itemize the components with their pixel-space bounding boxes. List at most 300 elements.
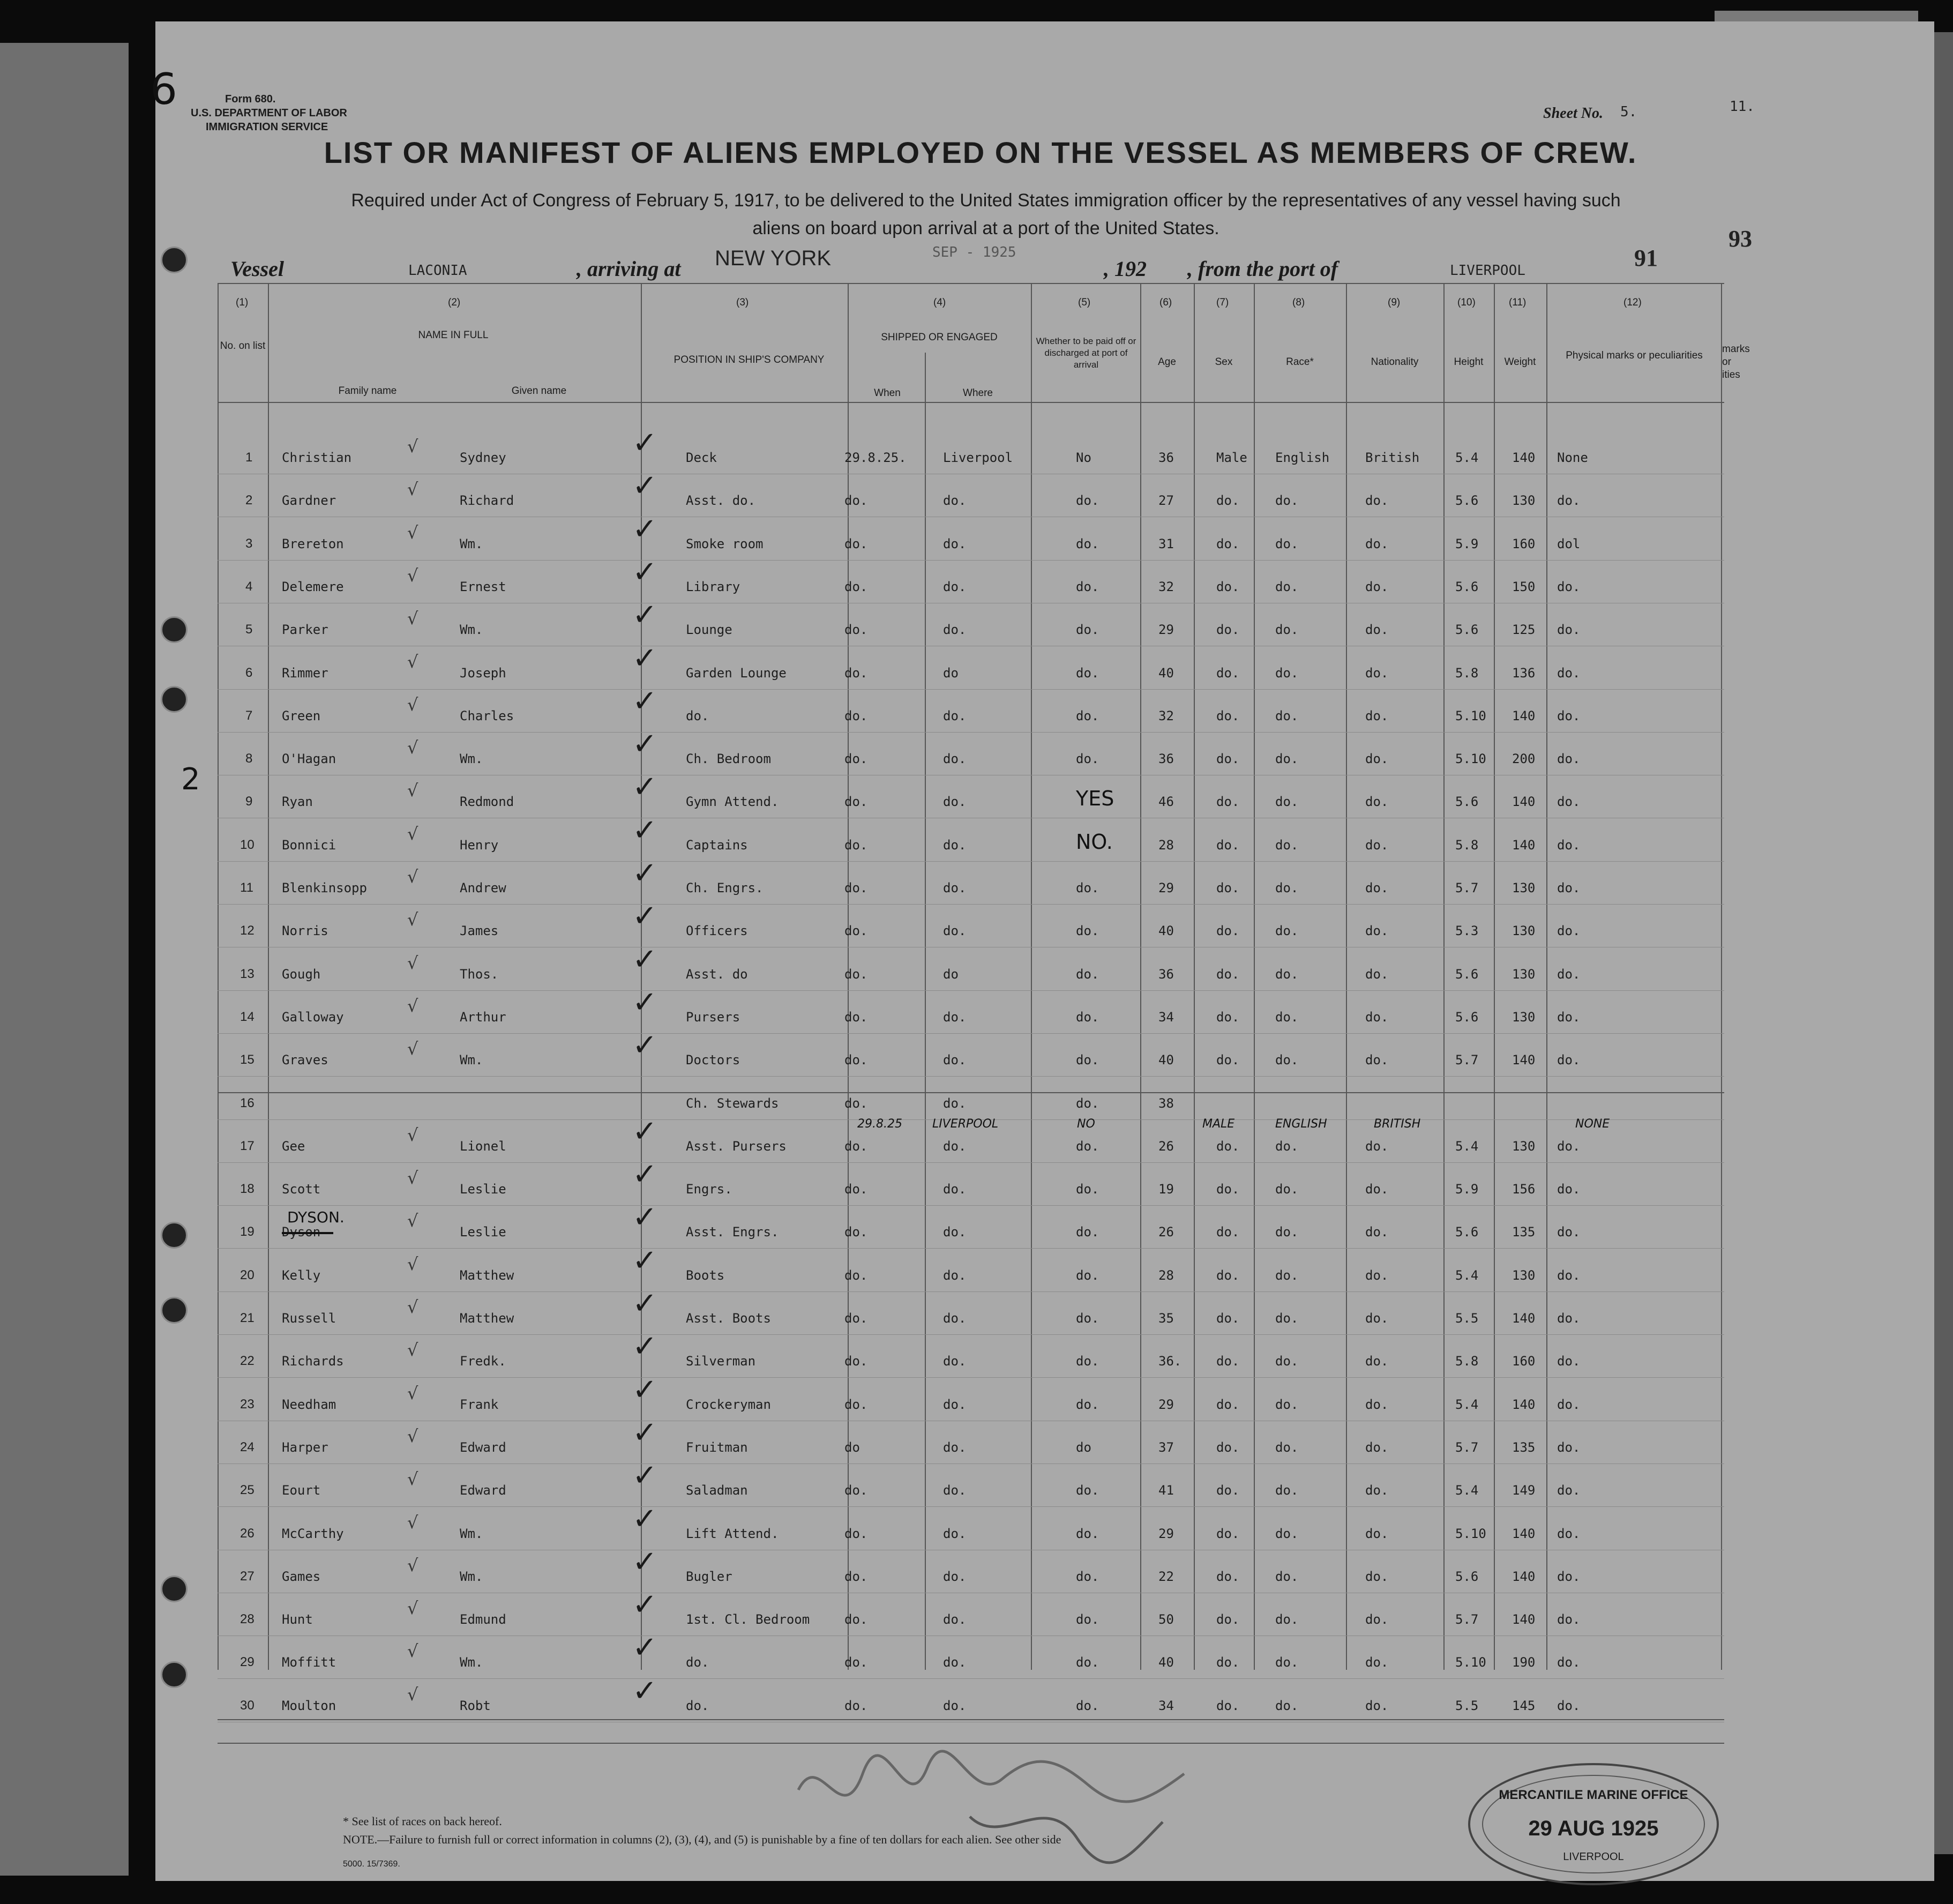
row-3-family: Brereton — [282, 536, 344, 551]
row-29-nat: do. — [1365, 1655, 1389, 1670]
subtitle-line-1: Required under Act of Congress of February 5, 1917, to be delivered to the United States immigration officer by the representatives of any vessel having such — [351, 190, 1621, 211]
position-check-mark: ✓ — [632, 512, 657, 547]
row-15-given: Wm. — [460, 1052, 483, 1067]
row-19-nat: do. — [1365, 1224, 1389, 1240]
row-27-height: 5.6 — [1455, 1569, 1479, 1584]
row-5-age: 29 — [1158, 622, 1174, 637]
row-28-family: Hunt — [282, 1612, 313, 1627]
family-name-check-mark: √ — [407, 953, 418, 973]
row-2-height: 5.6 — [1455, 493, 1479, 508]
row-24-given: Edward — [460, 1440, 506, 1455]
row-22-race: do. — [1275, 1354, 1299, 1369]
row-17-annotation-sex: MALE — [1202, 1117, 1235, 1131]
row-21-age: 35 — [1158, 1311, 1174, 1326]
row-11-position: Ch. Engrs. — [686, 880, 764, 895]
row-21-nat: do. — [1365, 1311, 1389, 1326]
row-2-no: 2 — [245, 493, 253, 507]
row-3-age: 31 — [1158, 536, 1174, 551]
row-6-no: 6 — [245, 666, 253, 680]
row-21-where: do. — [943, 1311, 967, 1326]
row-22-height: 5.8 — [1455, 1354, 1479, 1369]
family-name-check-mark: √ — [407, 1641, 418, 1661]
row-19-strikethrough — [282, 1232, 333, 1234]
row-4-given: Ernest — [460, 579, 506, 594]
row-9-weight: 140 — [1512, 794, 1536, 809]
row-9-age: 46 — [1158, 794, 1174, 809]
row-26-age: 29 — [1158, 1526, 1174, 1541]
row-28-height: 5.7 — [1455, 1612, 1479, 1627]
header-edge-fragment-text: marks or ities — [1722, 344, 1750, 380]
row-13-no: 13 — [240, 967, 255, 981]
row-7-sex: do. — [1216, 708, 1240, 723]
row-22-given: Fredk. — [460, 1354, 506, 1369]
family-name-check-mark: √ — [407, 1426, 418, 1446]
col-number: (3) — [736, 297, 749, 308]
row-5-weight: 125 — [1512, 622, 1536, 637]
row-26-paid: do. — [1076, 1526, 1099, 1541]
row-29-weight: 190 — [1512, 1655, 1536, 1670]
row-11-race: do. — [1275, 880, 1299, 895]
row-16-position: Ch. Stewards — [686, 1096, 779, 1111]
punch-hole — [161, 1297, 188, 1324]
row-1-age: 36 — [1158, 450, 1174, 465]
col-border — [1346, 283, 1347, 1670]
row-21-weight: 140 — [1512, 1311, 1536, 1326]
row-11-marks: do. — [1557, 880, 1581, 895]
row-28-marks: do. — [1557, 1612, 1581, 1627]
row-23-height: 5.4 — [1455, 1397, 1479, 1412]
row-26-sex: do. — [1216, 1526, 1240, 1541]
row-23-given: Frank — [460, 1397, 499, 1412]
row-26-position: Lift Attend. — [686, 1526, 779, 1541]
row-12-sex: do. — [1216, 923, 1240, 938]
arriving-label: , arriving at — [577, 257, 681, 281]
row-1-no: 1 — [245, 450, 253, 465]
col-number: (7) — [1216, 297, 1229, 308]
col-border — [1721, 283, 1722, 1670]
row-14-age: 34 — [1158, 1010, 1174, 1025]
row-10-paid: NO. — [1076, 830, 1113, 854]
row-7-no: 7 — [245, 708, 253, 723]
row-7-family: Green — [282, 708, 321, 723]
row-23-weight: 140 — [1512, 1397, 1536, 1412]
row-9-family: Ryan — [282, 794, 313, 809]
row-23-where: do. — [943, 1397, 967, 1412]
row-27-family: Games — [282, 1569, 321, 1584]
department-label: U.S. DEPARTMENT OF LABOR — [191, 107, 347, 119]
row-1-race: English — [1275, 450, 1330, 465]
row-25-paid: do. — [1076, 1483, 1099, 1498]
row-28-given: Edmund — [460, 1612, 506, 1627]
row-3-race: do. — [1275, 536, 1299, 551]
row-2-given: Richard — [460, 493, 514, 508]
row-6-paid: do. — [1076, 666, 1099, 681]
row-4-paid: do. — [1076, 579, 1099, 594]
row-5-when: do. — [844, 622, 868, 637]
row-19-paid: do. — [1076, 1224, 1099, 1240]
row-30-paid: do. — [1076, 1698, 1099, 1713]
row-22-where: do. — [943, 1354, 967, 1369]
row-25-weight: 149 — [1512, 1483, 1536, 1498]
row-rule — [218, 1248, 1724, 1249]
row-rule — [218, 904, 1724, 905]
row-26-when: do. — [844, 1526, 868, 1541]
row-28-where: do. — [943, 1612, 967, 1627]
row-28-weight: 140 — [1512, 1612, 1536, 1627]
row-19-race: do. — [1275, 1224, 1299, 1240]
row-21-paid: do. — [1076, 1311, 1099, 1326]
row-30-when: do. — [844, 1698, 868, 1713]
family-name-check-mark: √ — [407, 1297, 418, 1317]
row-3-position: Smoke room — [686, 536, 764, 551]
row-7-weight: 140 — [1512, 708, 1536, 723]
row-27-when: do. — [844, 1569, 868, 1584]
family-name-check-mark: √ — [407, 1383, 418, 1403]
row-3-nat: do. — [1365, 536, 1389, 551]
position-check-mark: ✓ — [632, 1544, 657, 1579]
row-22-weight: 160 — [1512, 1354, 1536, 1369]
row-18-height: 5.9 — [1455, 1182, 1479, 1197]
family-name-check-mark: √ — [407, 1340, 418, 1360]
row-rule — [218, 732, 1724, 733]
family-name-check-mark: √ — [407, 780, 418, 801]
row-6-given: Joseph — [460, 666, 506, 681]
row-12-given: James — [460, 923, 499, 938]
row-17-given: Lionel — [460, 1139, 506, 1154]
header-family-name: Family name — [338, 385, 397, 397]
row-rule — [218, 1377, 1724, 1378]
row-8-nat: do. — [1365, 751, 1389, 766]
row-2-marks: do. — [1557, 493, 1581, 508]
row-14-no: 14 — [240, 1010, 255, 1024]
row-6-age: 40 — [1158, 666, 1174, 681]
row-30-weight: 145 — [1512, 1698, 1536, 1713]
col-number: (6) — [1159, 297, 1172, 308]
row-7-where: do. — [943, 708, 967, 723]
row-8-paid: do. — [1076, 751, 1099, 766]
row-17-when: do. — [844, 1139, 868, 1154]
row-20-sex: do. — [1216, 1268, 1240, 1283]
position-check-mark: ✓ — [632, 1674, 657, 1708]
row-13-sex: do. — [1216, 967, 1240, 982]
position-check-mark: ✓ — [632, 1587, 657, 1622]
row-17-weight: 130 — [1512, 1139, 1536, 1154]
row-6-position: Garden Lounge — [686, 666, 787, 681]
row-9-height: 5.6 — [1455, 794, 1479, 809]
row-6-where: do — [943, 666, 959, 681]
row-19-given: Leslie — [460, 1224, 506, 1240]
row-19-where: do. — [943, 1224, 967, 1240]
position-check-mark: ✓ — [632, 985, 657, 1020]
row-27-where: do. — [943, 1569, 967, 1584]
row-27-race: do. — [1275, 1569, 1299, 1584]
punch-hole — [161, 686, 188, 713]
row-7-marks: do. — [1557, 708, 1581, 723]
position-check-mark: ✓ — [632, 598, 657, 632]
row-9-when: do. — [844, 794, 868, 809]
row-21-when: do. — [844, 1311, 868, 1326]
row-27-given: Wm. — [460, 1569, 483, 1584]
row-24-age: 37 — [1158, 1440, 1174, 1455]
family-name-check-mark: √ — [407, 479, 418, 499]
row-19-weight: 135 — [1512, 1224, 1536, 1240]
row-8-weight: 200 — [1512, 751, 1536, 766]
row-26-given: Wm. — [460, 1526, 483, 1541]
table-top-border — [218, 283, 1724, 284]
row-25-marks: do. — [1557, 1483, 1581, 1498]
row-18-no: 18 — [240, 1182, 255, 1196]
row-15-marks: do. — [1557, 1052, 1581, 1067]
row-30-age: 34 — [1158, 1698, 1174, 1713]
row-23-nat: do. — [1365, 1397, 1389, 1412]
row-20-race: do. — [1275, 1268, 1299, 1283]
row-4-race: do. — [1275, 579, 1299, 594]
row-20-age: 28 — [1158, 1268, 1174, 1283]
row-6-marks: do. — [1557, 666, 1581, 681]
row-8-age: 36 — [1158, 751, 1174, 766]
row-3-where: do. — [943, 536, 967, 551]
col-border — [1031, 283, 1032, 1670]
row-17-annotation-when: 29.8.25 — [857, 1117, 902, 1131]
row-24-where: do. — [943, 1440, 967, 1455]
row-rule — [218, 1033, 1724, 1034]
row-1-marks: None — [1557, 450, 1588, 465]
row-24-position: Fruitman — [686, 1440, 748, 1455]
row-5-position: Lounge — [686, 622, 732, 637]
corner-number: 11. — [1730, 99, 1755, 115]
position-check-mark: ✓ — [632, 727, 657, 761]
row-15-family: Graves — [282, 1052, 328, 1067]
footer-note: NOTE.—Failure to furnish full or correct information in columns (2), (3), (4), and (5) is punishable by a fine of ten dollars for each alien. See other side — [343, 1833, 1061, 1846]
position-check-mark: ✓ — [632, 899, 657, 934]
row-28-no: 28 — [240, 1612, 255, 1626]
row-9-paid: YES — [1076, 787, 1114, 810]
row-13-given: Thos. — [460, 967, 499, 982]
row-11-when: do. — [844, 880, 868, 895]
row-11-age: 29 — [1158, 880, 1174, 895]
row-11-sex: do. — [1216, 880, 1240, 895]
row-5-race: do. — [1275, 622, 1299, 637]
row-1-paid: No — [1076, 450, 1091, 465]
row-10-given: Henry — [460, 838, 499, 853]
family-name-check-mark: √ — [407, 1125, 418, 1145]
page-title: LIST OR MANIFEST OF ALIENS EMPLOYED ON THE VESSEL AS MEMBERS OF CREW. — [324, 136, 1637, 169]
row-23-paid: do. — [1076, 1397, 1099, 1412]
row-26-height: 5.10 — [1455, 1526, 1486, 1541]
row-17-position: Asst. Pursers — [686, 1139, 787, 1154]
row-1-when: 29.8.25. — [844, 450, 907, 465]
row-24-when: do — [844, 1440, 860, 1455]
header-bottom-border — [218, 402, 1724, 403]
row-20-weight: 130 — [1512, 1268, 1536, 1283]
col-border — [1546, 283, 1547, 1670]
row-6-race: do. — [1275, 666, 1299, 681]
row-9-no: 9 — [245, 794, 253, 809]
row-18-sex: do. — [1216, 1182, 1240, 1197]
row-10-marks: do. — [1557, 838, 1581, 853]
row-15-height: 5.7 — [1455, 1052, 1479, 1067]
header-where: Where — [963, 387, 993, 399]
row-14-sex: do. — [1216, 1010, 1240, 1025]
row-1-height: 5.4 — [1455, 450, 1479, 465]
row-23-position: Crockeryman — [686, 1397, 771, 1412]
row-17-paid: do. — [1076, 1139, 1099, 1154]
row-30-sex: do. — [1216, 1698, 1240, 1713]
row-10-where: do. — [943, 838, 967, 853]
row-4-position: Library — [686, 579, 740, 594]
family-name-check-mark: √ — [407, 1555, 418, 1576]
row-12-marks: do. — [1557, 923, 1581, 938]
row-24-no: 24 — [240, 1440, 255, 1454]
row-17-height: 5.4 — [1455, 1139, 1479, 1154]
row-16-paid: do. — [1076, 1096, 1099, 1111]
row-2-weight: 130 — [1512, 493, 1536, 508]
row-2-sex: do. — [1216, 493, 1240, 508]
row-17-nat: do. — [1365, 1139, 1389, 1154]
row-3-paid: do. — [1076, 536, 1099, 551]
arrival-date-stamp: SEP - 1925 — [932, 244, 1016, 260]
row-7-when: do. — [844, 708, 868, 723]
row-23-no: 23 — [240, 1397, 255, 1412]
row-13-weight: 130 — [1512, 967, 1536, 982]
row-24-sex: do. — [1216, 1440, 1240, 1455]
row-13-family: Gough — [282, 967, 321, 982]
row-11-where: do. — [943, 880, 967, 895]
row-2-where: do. — [943, 493, 967, 508]
col-border — [925, 353, 926, 1670]
row-7-position: do. — [686, 708, 709, 723]
row-23-sex: do. — [1216, 1397, 1240, 1412]
row-20-where: do. — [943, 1268, 967, 1283]
row-14-marks: do. — [1557, 1010, 1581, 1025]
row-12-when: do. — [844, 923, 868, 938]
row-rule — [218, 1076, 1724, 1077]
row-29-marks: do. — [1557, 1655, 1581, 1670]
row-16-age: 38 — [1158, 1096, 1174, 1111]
row-13-position: Asst. do — [686, 967, 748, 982]
row-rule — [218, 560, 1724, 561]
row-16-where: do. — [943, 1096, 967, 1111]
row-28-paid: do. — [1076, 1612, 1099, 1627]
position-check-mark: ✓ — [632, 1157, 657, 1192]
underlying-sheet-left — [0, 43, 129, 1876]
row-10-no: 10 — [240, 838, 255, 852]
row-22-no: 22 — [240, 1354, 255, 1368]
row-rule — [218, 1506, 1724, 1507]
row-13-race: do. — [1275, 967, 1299, 982]
sheet-number: 5. — [1620, 104, 1637, 120]
position-check-mark: ✓ — [632, 1415, 657, 1450]
row-20-family: Kelly — [282, 1268, 321, 1283]
row-19-marks: do. — [1557, 1224, 1581, 1240]
row-17-family: Gee — [282, 1139, 305, 1154]
row-20-when: do. — [844, 1268, 868, 1283]
row-17-age: 26 — [1158, 1139, 1174, 1154]
row-4-when: do. — [844, 579, 868, 594]
row-25-where: do. — [943, 1483, 967, 1498]
signature-scribble — [777, 1726, 1259, 1865]
family-name-check-mark: √ — [407, 608, 418, 629]
row-23-marks: do. — [1557, 1397, 1581, 1412]
position-check-mark: ✓ — [632, 1243, 657, 1278]
row-12-race: do. — [1275, 923, 1299, 938]
position-check-mark: ✓ — [632, 1458, 657, 1493]
row-15-position: Doctors — [686, 1052, 740, 1067]
row-20-no: 20 — [240, 1268, 255, 1282]
row-27-sex: do. — [1216, 1569, 1240, 1584]
row-6-sex: do. — [1216, 666, 1240, 681]
stamp-date: 29 AUG 1925 — [1528, 1817, 1659, 1840]
row-28-race: do. — [1275, 1612, 1299, 1627]
header-shipped-engaged: SHIPPED OR ENGAGED — [881, 332, 998, 343]
col-border — [1443, 283, 1445, 1670]
year-label: , 192 — [1104, 257, 1147, 281]
row-27-position: Bugler — [686, 1569, 732, 1584]
row-10-when: do. — [844, 838, 868, 853]
row-12-no: 12 — [240, 923, 255, 938]
row-12-family: Norris — [282, 923, 328, 938]
row-4-no: 4 — [245, 579, 253, 594]
header-weight: Weight — [1504, 356, 1536, 368]
row-rule — [218, 1205, 1724, 1206]
punch-hole — [161, 1576, 188, 1602]
row-20-position: Boots — [686, 1268, 725, 1283]
row-11-nat: do. — [1365, 880, 1389, 895]
row-28-when: do. — [844, 1612, 868, 1627]
row-5-height: 5.6 — [1455, 622, 1479, 637]
row-13-nat: do. — [1365, 967, 1389, 982]
row-4-marks: do. — [1557, 579, 1581, 594]
row-8-where: do. — [943, 751, 967, 766]
row-10-nat: do. — [1365, 838, 1389, 853]
row-14-nat: do. — [1365, 1010, 1389, 1025]
row-8-race: do. — [1275, 751, 1299, 766]
row-21-no: 21 — [240, 1311, 255, 1325]
row-20-height: 5.4 — [1455, 1268, 1479, 1283]
row-10-weight: 140 — [1512, 838, 1536, 853]
row-25-age: 41 — [1158, 1483, 1174, 1498]
position-check-mark: ✓ — [632, 425, 657, 460]
col-number: (9) — [1388, 297, 1401, 308]
row-3-marks: dol — [1557, 536, 1581, 551]
row-12-age: 40 — [1158, 923, 1174, 938]
position-check-mark: ✓ — [632, 1200, 657, 1235]
row-24-marks: do. — [1557, 1440, 1581, 1455]
row-17-race: do. — [1275, 1139, 1299, 1154]
position-check-mark: ✓ — [632, 1114, 657, 1149]
row-10-age: 28 — [1158, 838, 1174, 853]
row-29-height: 5.10 — [1455, 1655, 1486, 1670]
row-22-marks: do. — [1557, 1354, 1581, 1369]
row-rule — [218, 861, 1724, 862]
row-17-where: do. — [943, 1139, 967, 1154]
row-30-family: Moulton — [282, 1698, 336, 1713]
row-2-age: 27 — [1158, 493, 1174, 508]
row-22-paid: do. — [1076, 1354, 1099, 1369]
row-24-nat: do. — [1365, 1440, 1389, 1455]
row-27-weight: 140 — [1512, 1569, 1536, 1584]
row-26-no: 26 — [240, 1526, 255, 1541]
row-26-family: McCarthy — [282, 1526, 344, 1541]
row-7-height: 5.10 — [1455, 708, 1486, 723]
row-25-race: do. — [1275, 1483, 1299, 1498]
row-11-family: Blenkinsopp — [282, 880, 367, 895]
row-rule — [218, 990, 1724, 991]
stamp-top-text: MERCANTILE MARINE OFFICE — [1499, 1788, 1688, 1802]
row-10-sex: do. — [1216, 838, 1240, 853]
row-26-where: do. — [943, 1526, 967, 1541]
side-number: 93 — [1728, 226, 1752, 252]
